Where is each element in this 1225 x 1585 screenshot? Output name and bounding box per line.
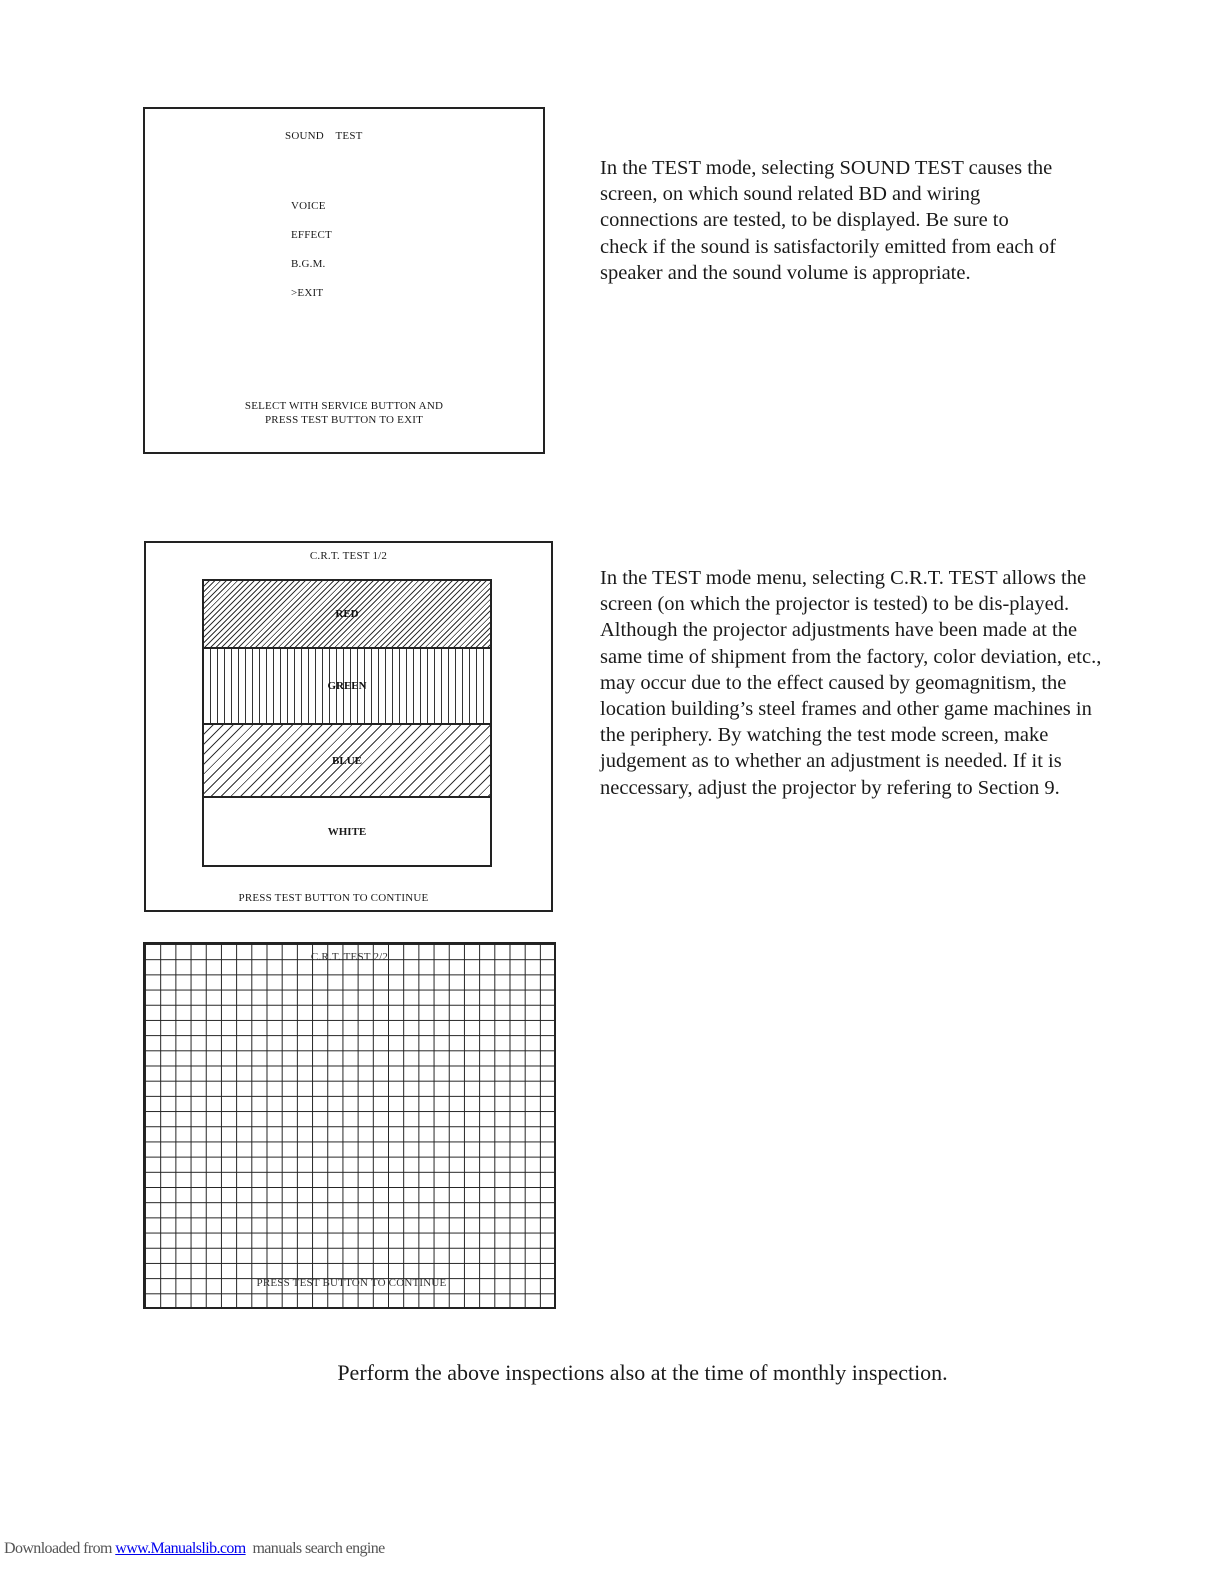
sound-test-screen	[143, 107, 545, 454]
green-bar-label: GREEN	[327, 680, 367, 692]
color-bars	[202, 579, 492, 867]
blue-bar	[204, 725, 490, 798]
closing-statement: Perform the above inspections also at the time of monthly inspection.	[337, 1360, 948, 1385]
red-bar	[204, 581, 490, 649]
red-bar-label: RED	[335, 608, 359, 620]
manualslib-link[interactable]: www.Manualslib.com	[115, 1540, 246, 1557]
menu-item-exit: >EXIT	[291, 287, 324, 299]
crt-test-2-footer: PRESS TEST BUTTON TO CONTINUE	[256, 1277, 447, 1289]
crt-test-1-title: C.R.T. TEST 1/2	[309, 550, 388, 562]
crt-test-1-screen	[144, 541, 553, 912]
crt-test-1-footer: PRESS TEST BUTTON TO CONTINUE	[238, 892, 429, 904]
green-bar	[204, 649, 490, 725]
white-bar	[204, 798, 490, 865]
sound-test-footer	[145, 399, 543, 427]
sound-test-footer-line2: PRESS TEST BUTTON TO EXIT	[264, 414, 423, 426]
crt-test-2-grid-screen	[143, 942, 556, 1309]
sound-test-description: In the TEST mode, selecting SOUND TEST causes the screen, on which sound related BD and wiring connections are tested, to be displayed. Be sure to check if the sound is satisfactorily emitted from each of speaker and the sound volume is appropriate.	[600, 157, 1056, 284]
download-footer	[4, 1540, 385, 1558]
crt-test-description: In the TEST mode menu, selecting C.R.T. TEST allows the screen (on which the projector is tested) to be dis-played. Although the projector adjustments have been made at the same time of shipment from the factory, color deviation, etc., may occur due to the effect caused by geomagnitism, the location building’s steel frames and other game machines in the periphery. By watching the test mode screen, make judgement as to whether an adjustment is needed. If it is neccessary, adjust the projector by refering to Section 9.	[600, 567, 1102, 799]
sound-test-footer-line1: SELECT WITH SERVICE BUTTON AND	[244, 400, 444, 412]
menu-item-bgm: B.G.M.	[291, 258, 326, 270]
footer-prefix: Downloaded from	[4, 1540, 116, 1557]
menu-item-effect: EFFECT	[291, 229, 332, 241]
sound-test-title: SOUND TEST	[285, 130, 363, 142]
blue-bar-label: BLUE	[332, 754, 362, 767]
white-bar-label: WHITE	[327, 825, 367, 838]
footer-suffix: manuals search engine	[245, 1540, 385, 1557]
menu-item-voice: VOICE	[291, 200, 326, 212]
crt-test-2-title: C.R.T. TEST 2/2	[310, 951, 389, 963]
